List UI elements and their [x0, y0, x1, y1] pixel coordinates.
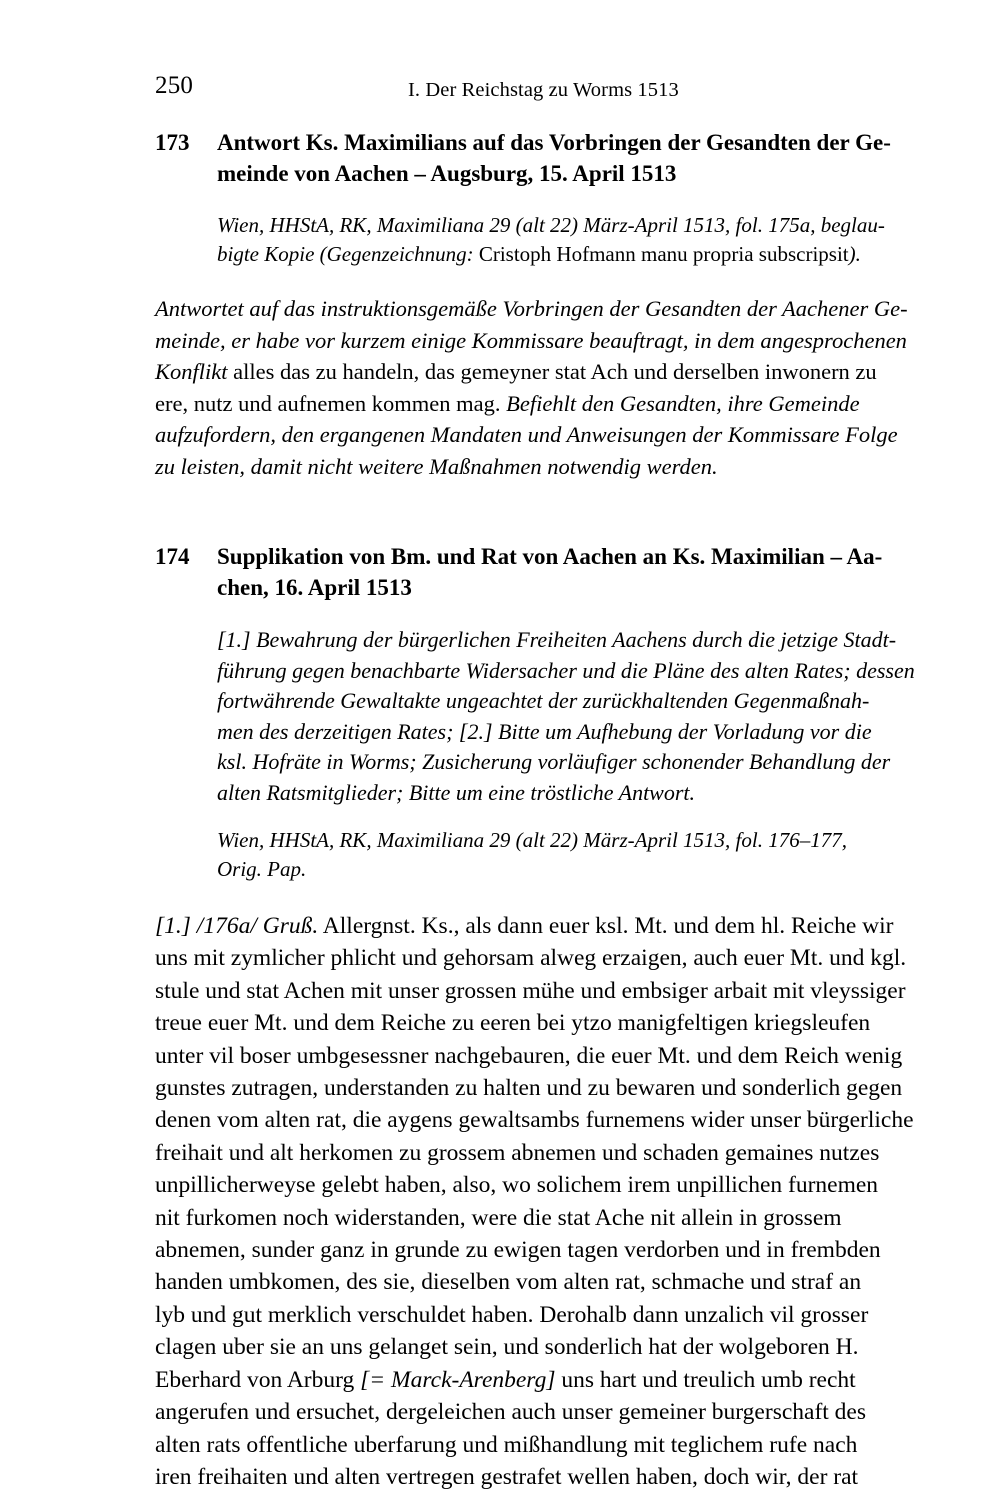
- body-line-segment: uns mit zymlicher phlicht und gehorsam alweg erzaigen, auch euer Mt. und kgl.: [155, 945, 907, 972]
- entry-173-heading-line-1: Antwort Ks. Maximilians auf das Vorbringen der Gesandten der Ge-: [217, 130, 891, 155]
- source-line-2-roman: Cristoph Hofmann manu propria subscripsit: [473, 242, 849, 266]
- body-line: [155, 1266, 870, 1298]
- regest-line-4: [155, 388, 870, 420]
- entry-173-heading: [155, 128, 891, 189]
- body-line-segment: denen vom alten rat, die aygens gewaltsambs furnemens wider unser bürgerliche: [155, 1107, 914, 1134]
- body-line-segment: unter vil boser umbgesessner nachgebauren, die euer Mt. und dem Reich wenig: [155, 1042, 903, 1069]
- regest-line-3: [155, 356, 877, 388]
- body-line-segment: clagen uber sie an uns gelanget sein, und sonderlich hat der wolgeboren H.: [155, 1334, 859, 1361]
- body-line: [155, 1299, 870, 1331]
- running-head-title: I. Der Reichstag zu Worms 1513: [408, 79, 679, 101]
- regest-line-4-roman: ere, nutz und aufnemen kommen mag.: [155, 390, 501, 416]
- source-174-line-2: Orig. Pap.: [217, 857, 307, 881]
- body-line: [155, 1364, 870, 1396]
- body-line: [155, 1429, 870, 1461]
- entry-173-source-note: [155, 211, 885, 269]
- regest-174-line-3: fortwährende Gewaltakte ungeachtet der zurückhaltenden Gegenmaßnah-: [217, 688, 870, 713]
- source-174-line-1: Wien, HHStA, RK, Maximiliana 29 (alt 22) März-April 1513, fol. 176–177,: [217, 828, 847, 852]
- body-line: [155, 942, 907, 974]
- body-line-segment: angerufen und ersuchet, dergeleichen auch unser gemeiner burgerschaft des: [155, 1399, 867, 1426]
- body-line: [155, 910, 894, 942]
- regest-174-line-2: führung gegen benachbarte Widersacher und die Pläne des alten Rates; dessen: [217, 657, 915, 683]
- entry-174-source-note: [155, 826, 870, 884]
- body-line: [155, 1331, 870, 1363]
- body-line-segment: stule und stat Achen mit unser grossen mühe und embsiger arbait mit vleyssiger: [155, 977, 906, 1004]
- body-line-segment: abnemen, sunder ganz in grunde zu ewigen tagen verdorben und in frembden: [155, 1237, 881, 1264]
- source-line-2: [217, 240, 870, 269]
- body-line: [155, 975, 906, 1007]
- regest-174-line-4: men des derzeitigen Rates; [2.] Bitte um Aufhebung der Vorladung vor die: [217, 718, 872, 744]
- body-line-segment: Allergnst. Ks., als dann euer ksl. Mt. und dem hl. Reiche wir: [318, 913, 894, 939]
- body-line: [155, 1169, 879, 1201]
- entry-173: [155, 128, 908, 482]
- body-line: [155, 1072, 903, 1104]
- running-head: [155, 72, 870, 112]
- regest-line-3-roman: alles das zu handeln, das gemeyner stat Ach und derselben inwonern zu: [227, 359, 877, 384]
- entry-173-heading-line-2: meinde von Aachen – Augsburg, 15. April 1513: [217, 160, 677, 186]
- body-line-segment: handen umbkomen, des sie, dieselben vom alten rat, schmache und straf an: [155, 1269, 862, 1296]
- body-line-segment: iren freihaiten und alten vertregen gestrafet wellen haben, doch wir, der rat: [155, 1463, 859, 1490]
- entry-173-regest: [155, 293, 908, 482]
- entry-173-number: 173: [155, 130, 190, 155]
- body-line: [155, 1104, 914, 1136]
- body-line-segment: Eberhard von Arburg: [155, 1366, 361, 1393]
- body-line: [155, 1461, 870, 1493]
- source-line-2-tail: ).: [848, 242, 861, 266]
- regest-line-6: zu leisten, damit nicht weitere Maßnahmen notwendig werden.: [155, 453, 718, 479]
- body-line: [155, 1396, 870, 1428]
- body-line-segment: nit furkomen noch widerstanden, were die stat Ache nit allein in grossem: [155, 1204, 842, 1231]
- body-line-segment: alten rats offentliche uberfarung und mißhandlung mit teglichem rufe nach: [155, 1431, 858, 1458]
- source-line-2-italic: bigte Kopie (Gegenzeichnung:: [217, 242, 474, 266]
- regest-line-2: meinde, er habe vor kurzem einige Kommissare beauftragt, in dem angesprochenen: [155, 327, 907, 353]
- regest-174-line-6: alten Ratsmitglieder; Bitte um eine tröstliche Antwort.: [217, 779, 696, 805]
- entry-174-heading-line-2: chen, 16. April 1513: [217, 574, 412, 600]
- regest-line-5: aufzufordern, den ergangenen Mandaten und Anweisungen der Kommissare Folge: [155, 422, 898, 447]
- body-line-segment: lyb und gut merklich verschuldet haben. Derohalb dann unzalich vil grosser: [155, 1301, 869, 1328]
- entry-174: [155, 542, 915, 884]
- body-line: [155, 1137, 880, 1169]
- regest-line-3-italic: Konflikt: [155, 359, 228, 384]
- body-line-segment: uns hart und treulich umb recht: [555, 1366, 856, 1393]
- page-number: 250: [155, 72, 194, 99]
- regest-174-line-5: ksl. Hofräte in Worms; Zusicherung vorläufiger schonender Behandlung der: [217, 749, 891, 774]
- regest-line-4-italic: Befiehlt den Gesandten, ihre Gemeinde: [500, 390, 860, 416]
- body-line-segment: [= Marck-Arenberg]: [360, 1366, 556, 1393]
- body-line: [155, 1202, 870, 1234]
- entry-174-number: 174: [155, 544, 190, 569]
- body-line-segment: gunstes zutragen, understanden zu halten und zu bewaren und sonderlich gegen: [155, 1075, 903, 1102]
- body-line-segment: [1.] /176a/ Gruß.: [155, 913, 319, 939]
- body-line: [155, 1007, 870, 1039]
- entry-174-regest: [155, 625, 915, 808]
- body-line: [155, 1234, 881, 1266]
- source-line-1: Wien, HHStA, RK, Maximiliana 29 (alt 22) März-April 1513, fol. 175a, beglau-: [217, 213, 885, 237]
- regest-line-1: Antwortet auf das instruktionsgemäße Vorbringen der Gesandten der Aachener Ge-: [155, 296, 908, 321]
- body-line-segment: treue euer Mt. und dem Reiche zu eeren bei ytzo manigfeltigen kriegsleufen: [155, 1010, 871, 1037]
- regest-174-line-1: [1.] Bewahrung der bürgerlichen Freiheiten Aachens durch die jetzige Stadt-: [217, 627, 897, 652]
- body-line-segment: freihait und alt herkomen zu grossem abnemen und schaden gemaines nutzes: [155, 1139, 880, 1166]
- body-line: [155, 1040, 903, 1072]
- document-body-text: [155, 910, 914, 1493]
- entry-174-heading: [155, 542, 883, 603]
- body-line-segment: unpillicherweyse gelebt haben, also, wo solichem irem unpillichen furnemen: [155, 1172, 879, 1199]
- entry-174-heading-line-1: Supplikation von Bm. und Rat von Aachen an Ks. Maximilian – Aa-: [217, 544, 883, 569]
